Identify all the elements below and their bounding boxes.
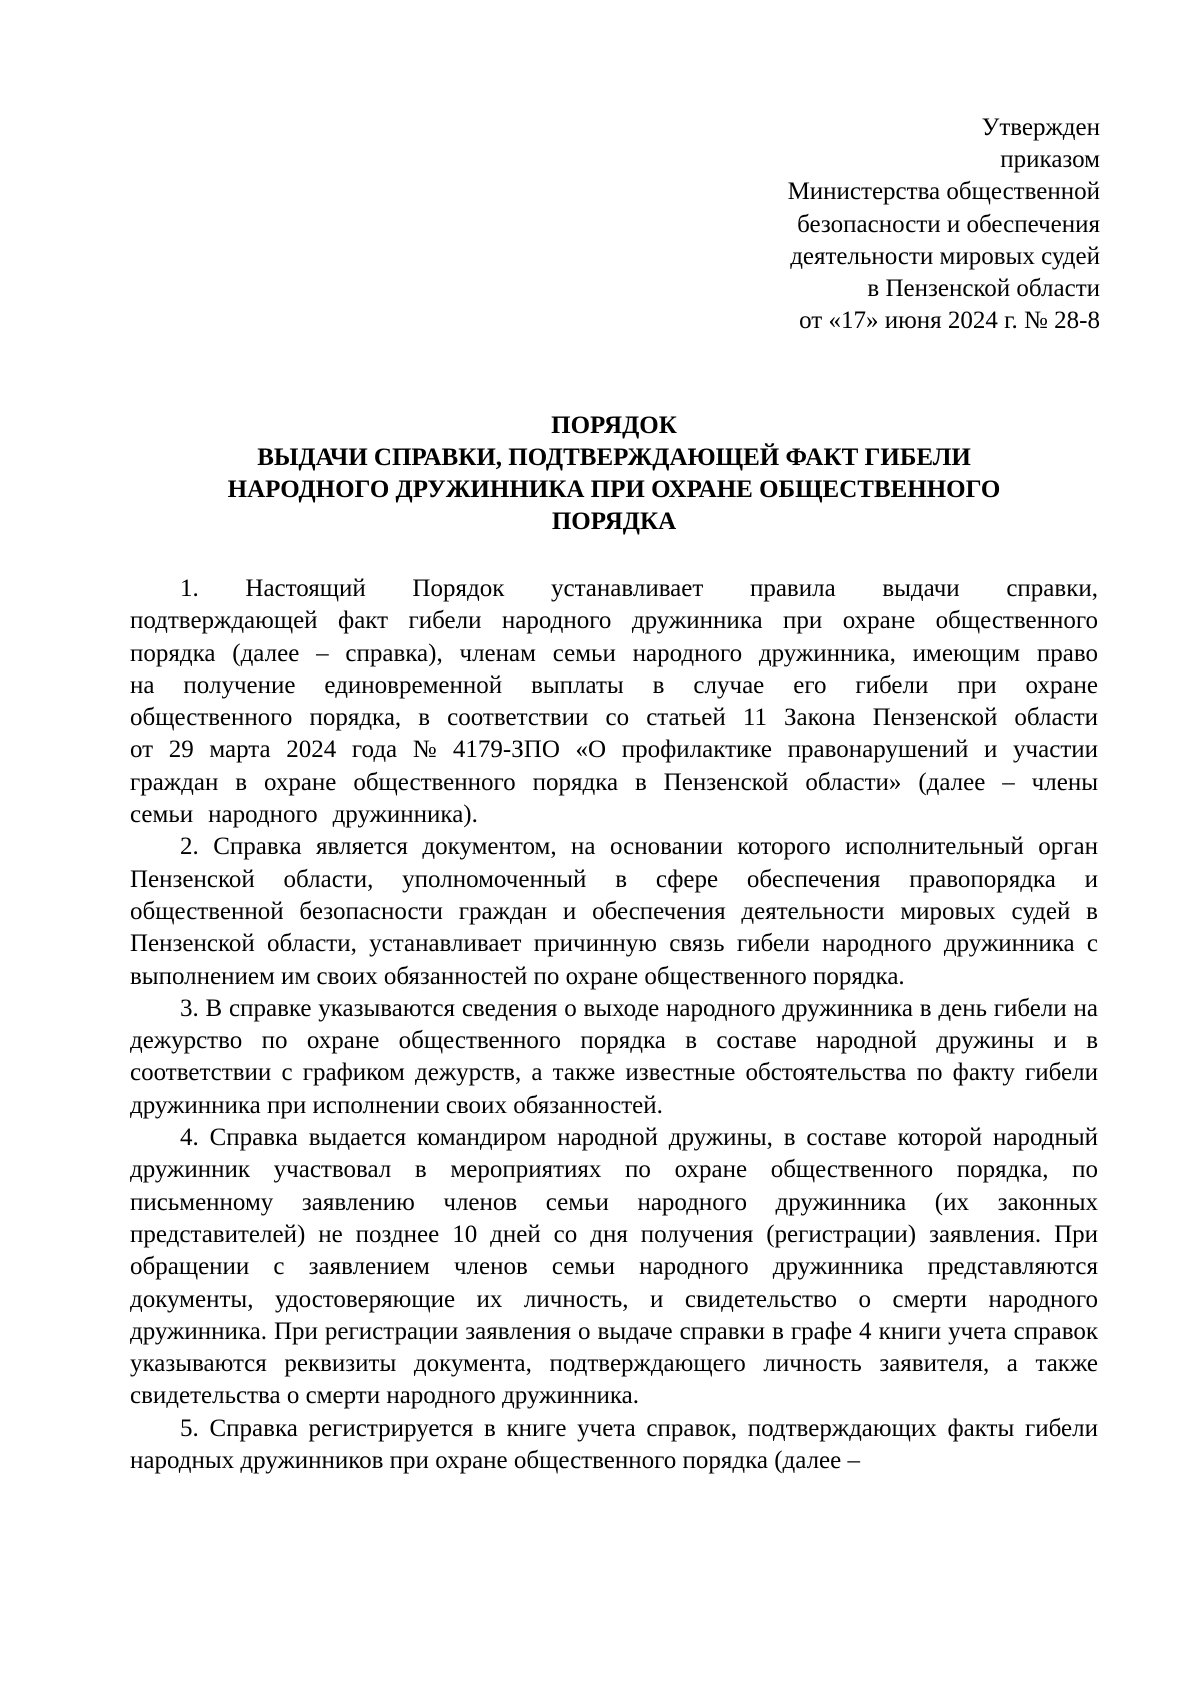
document-body [130,573,1098,1477]
document-title [130,410,1098,538]
approval-line: Утвержден [981,114,1100,141]
title-line: ПОРЯДОК [551,412,677,439]
approval-line: безопасности и обеспечения [797,210,1100,238]
paragraph-4: 4. Справка выдается командиром народной дружины, в составе которой народный дружинник участвовал в мероприятиях по охране общественного порядка, по письменному заявлению членов семьи народного дружинника (их законных представителей) не позднее 10 дней со дня получения (регистрации) заявления. При обращении с заявлением членов семьи народного дружинника представляются документы, удостоверяющие их личность, и свидетельство о смерти народного дружинника. При регистрации заявления о выдаче справки в графе 4 книги учета справок указываются реквизиты документа, подтверждающего личность заявителя, а также свидетельства о смерти народного дружинника. [130,1124,1098,1410]
approval-line: в Пензенской области [867,275,1100,303]
approval-line: Министерства общественной [787,178,1100,206]
approval-line: приказом [1000,146,1100,174]
title-line: ВЫДАЧИ СПРАВКИ, ПОДТВЕРЖДАЮЩЕЙ ФАКТ ГИБЕЛИ [257,444,971,471]
title-line: НАРОДНОГО ДРУЖИННИКА ПРИ ОХРАНЕ ОБЩЕСТВЕННОГО [227,476,1001,503]
paragraph-5: 5. Справка регистрируется в книге учета справок, подтверждающих факты гибели народных дружинников при охране общественного порядка (далее – [130,1414,1098,1475]
approval-line: деятельности мировых судей [790,242,1100,270]
approval-block [788,112,1100,337]
paragraph-3: 3. В справке указываются сведения о выходе народного дружинника в день гибели на дежурство по охране общественного порядка в составе народной дружины и в соответствии с графиком дежурств, а также известные обстоятельства по факту гибели дружинника при исполнении своих обязанностей. [130,994,1098,1119]
paragraph-1: 1. Настоящий Порядок устанавливает правила выдачи справки, подтверждающей факт гибели народного дружинника при охране общественного порядка (далее – справка), членам семьи народного дружинника, имеющим право на получение единовременной выплаты в случае его гибели при охране общественного порядка, в соответствии со статьей 11 Закона Пензенской области от 29 марта 2024 года № 4179-ЗПО «О профилактике правонарушений и участии граждан в охране общественного порядка в Пензенской области» (далее – члены семьи народного дружинника). [130,575,1098,829]
title-line: ПОРЯДКА [551,508,677,535]
paragraph-2: 2. Справка является документом, на основании которого исполнительный орган Пензенской области, уполномоченный в сфере обеспечения правопорядка и общественной безопасности граждан и обеспечения деятельности мировых судей в Пензенской области, устанавливает причинную связь гибели народного дружинника с выполнением им своих обязанностей по охране общественного порядка. [130,833,1098,990]
approval-line-order-date: от «17» июня 2024 г. № 28-8 [799,307,1100,335]
